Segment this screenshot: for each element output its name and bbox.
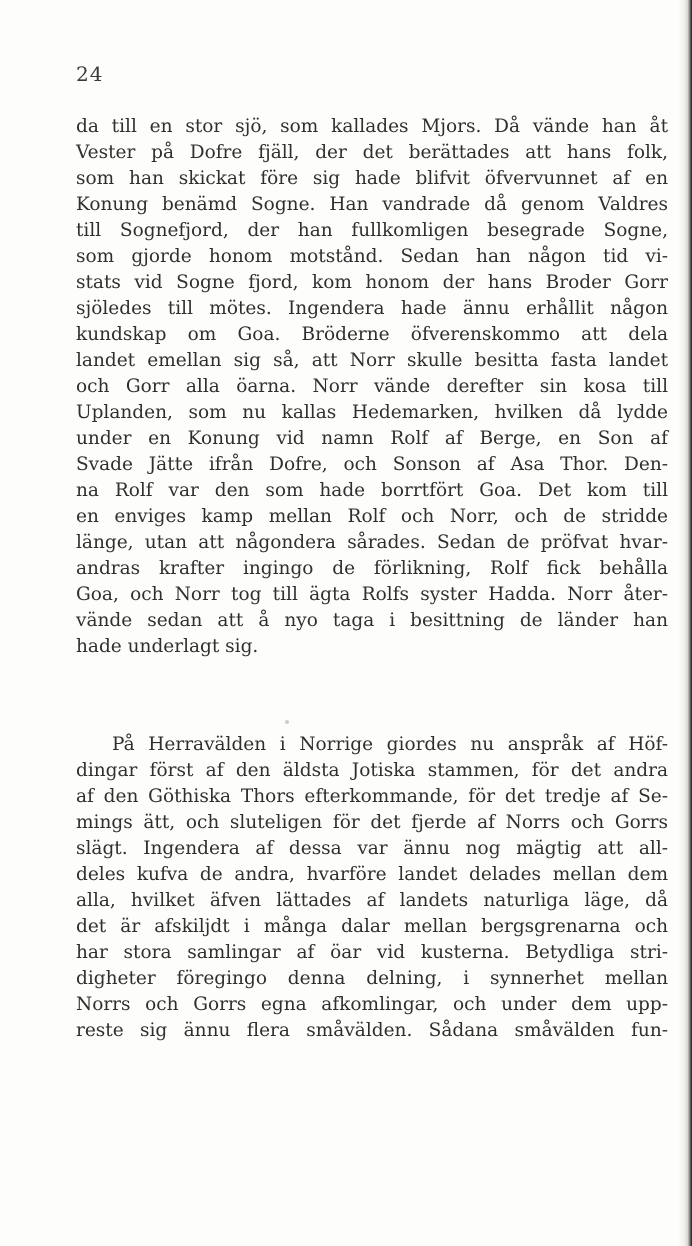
- text-line: andras krafter ingingo de förlikning, Rolf fick behålla: [76, 558, 668, 579]
- text-line: Uplanden, som nu kallas Hedemarken, hvilken då lydde: [76, 402, 668, 423]
- text-line: som han skickat före sig hade blifvit öfvervunnet af en: [76, 168, 668, 189]
- text-line: Vester på Dofre fjäll, der det berättades att hans folk,: [76, 142, 668, 163]
- text-line: Goa, och Norr tog till ägta Rolfs syster Hadda. Norr åter-: [76, 584, 668, 605]
- text-line: reste sig ännu flera småvälden. Sådana småvälden fun-: [76, 1020, 668, 1041]
- text-line: landet emellan sig så, att Norr skulle besitta fasta landet: [76, 350, 668, 371]
- text-line: har stora samlingar af öar vid kusterna. Betydliga stri-: [76, 942, 668, 963]
- text-line: till Sognefjord, der han fullkomligen besegrade Sogne,: [76, 220, 668, 241]
- text-line: en enviges kamp mellan Rolf och Norr, och de stridde: [76, 506, 668, 527]
- ink-speck: [285, 720, 289, 724]
- text-line: sjöledes till mötes. Ingendera hade ännu erhållit någon: [76, 298, 668, 319]
- text-line: kundskap om Goa. Bröderne öfverenskommo att dela: [76, 324, 668, 345]
- page-number: 24: [76, 62, 104, 86]
- text-line: vände sedan att å nyo taga i besittning de länder han: [76, 610, 668, 631]
- text-line: dingar först af den äldsta Jotiska stammen, för det andra: [76, 760, 668, 781]
- text-line: som gjorde honom motstånd. Sedan han någon tid vi-: [76, 246, 668, 267]
- text-line: mings ätt, och sluteligen för det fjerde af Norrs och Gorrs: [76, 812, 668, 833]
- text-line: na Rolf var den som hade borrtfört Goa. Det kom till: [76, 480, 668, 501]
- text-line: alla, hvilket äfven lättades af landets naturliga läge, då: [76, 890, 668, 911]
- text-line: under en Konung vid namn Rolf af Berge, en Son af: [76, 428, 668, 449]
- text-line: länge, utan att någondera sårades. Sedan de pröfvat hvar-: [76, 532, 668, 553]
- page-edge-shadow: [678, 0, 692, 1246]
- text-line: af den Göthiska Thors efterkommande, för det tredje af Se-: [76, 786, 668, 807]
- text-line: slägt. Ingendera af dessa var ännu nog mägtig att all-: [76, 838, 668, 859]
- text-line: da till en stor sjö, som kallades Mjors. Då vände han åt: [76, 116, 668, 137]
- text-line: stats vid Sogne fjord, kom honom der hans Broder Gorr: [76, 272, 668, 293]
- text-line: Konung benämd Sogne. Han vandrade då genom Valdres: [76, 194, 668, 215]
- text-line: digheter föregingo denna delning, i synnerhet mellan: [76, 968, 668, 989]
- text-line: och Gorr alla öarna. Norr vände derefter sin kosa till: [76, 376, 668, 397]
- text-line: Svade Jätte ifrån Dofre, och Sonson af Asa Thor. Den-: [76, 454, 668, 475]
- text-line: deles kufva de andra, hvarföre landet delades mellan dem: [76, 864, 668, 885]
- text-line: det är afskiljdt i många dalar mellan bergsgrenarna och: [76, 916, 668, 937]
- text-line: På Herravälden i Norrige giordes nu anspråk af Höf-: [112, 734, 668, 755]
- text-line: hade underlagt sig.: [76, 636, 259, 657]
- text-line: Norrs och Gorrs egna afkomlingar, och under dem upp-: [76, 994, 668, 1015]
